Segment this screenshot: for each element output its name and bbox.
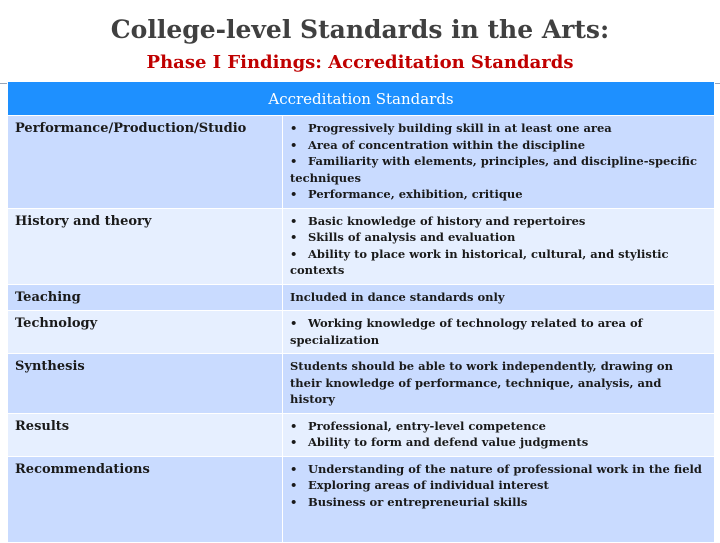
table-row: [8, 116, 715, 209]
row-content: [283, 311, 715, 354]
list-item: • Understanding of the nature of professional work in the field: [290, 461, 702, 476]
row-label: History and theory: [8, 208, 283, 284]
list-item: • Working knowledge of technology related to area of specialization: [290, 316, 643, 347]
row-label: Results: [8, 413, 283, 456]
row-content: [283, 413, 715, 456]
row-label: Recommendations: [8, 456, 283, 542]
bullet-icon: •: [290, 154, 298, 168]
bullet-icon: •: [290, 478, 298, 492]
bullet-icon: •: [290, 137, 298, 152]
bullet-list: [290, 418, 707, 451]
table-header: Accreditation Standards: [8, 82, 715, 116]
standards-table: [7, 81, 715, 543]
list-item: • Area of concentration within the discipline: [290, 137, 586, 152]
row-label: Performance/Production/Studio: [8, 116, 283, 209]
list-item: • Ability to form and defend value judgments: [290, 435, 589, 449]
list-item: • Progressively building skill in at least one area: [290, 121, 612, 135]
row-content: [283, 456, 715, 542]
row-content: [283, 354, 715, 414]
bullet-icon: •: [290, 316, 298, 330]
table-row: [8, 413, 715, 456]
list-item: • Ability to place work in historical, cultural, and stylistic contexts: [290, 246, 669, 277]
row-text: Included in dance standards only: [290, 289, 505, 304]
bullet-icon: •: [290, 494, 298, 509]
table-row: [8, 208, 715, 284]
bullet-list: [290, 120, 707, 203]
bullet-list: [290, 315, 707, 348]
list-item: • Familiarity with elements, principles, and discipline-specific techniques: [290, 154, 698, 185]
table-row: [8, 284, 715, 311]
list-item: • Business or entrepreneurial skills: [290, 494, 528, 509]
list-item: • Performance, exhibition, critique: [290, 187, 523, 201]
table-row: [8, 456, 715, 542]
row-label: Synthesis: [8, 354, 283, 414]
row-content: [283, 284, 715, 311]
page-subtitle: Phase I Findings: Accreditation Standards: [146, 52, 574, 73]
list-item: • Basic knowledge of history and repertoires: [290, 213, 586, 228]
bullet-icon: •: [290, 418, 298, 433]
bullet-icon: •: [290, 121, 298, 135]
list-item: • Skills of analysis and evaluation: [290, 230, 516, 244]
list-item: • Exploring areas of individual interest: [290, 478, 549, 492]
table-row: [8, 311, 715, 354]
bullet-icon: •: [290, 435, 298, 449]
row-label: Technology: [8, 311, 283, 354]
bullet-icon: •: [290, 213, 298, 228]
list-item: • Professional, entry-level competence: [290, 418, 546, 433]
row-label: Teaching: [8, 284, 283, 311]
bullet-icon: •: [290, 187, 298, 201]
row-content: [283, 116, 715, 209]
page-title: College-level Standards in the Arts:: [110, 15, 610, 44]
bullet-icon: •: [290, 246, 298, 261]
bullet-list: [290, 461, 707, 511]
row-text: Students should be able to work independently, drawing on their knowledge of performance, technique, analysis, and history: [290, 359, 673, 406]
table-row: [8, 354, 715, 414]
bullet-icon: •: [290, 461, 298, 476]
bullet-list: [290, 213, 707, 279]
row-content: [283, 208, 715, 284]
bullet-icon: •: [290, 230, 298, 244]
